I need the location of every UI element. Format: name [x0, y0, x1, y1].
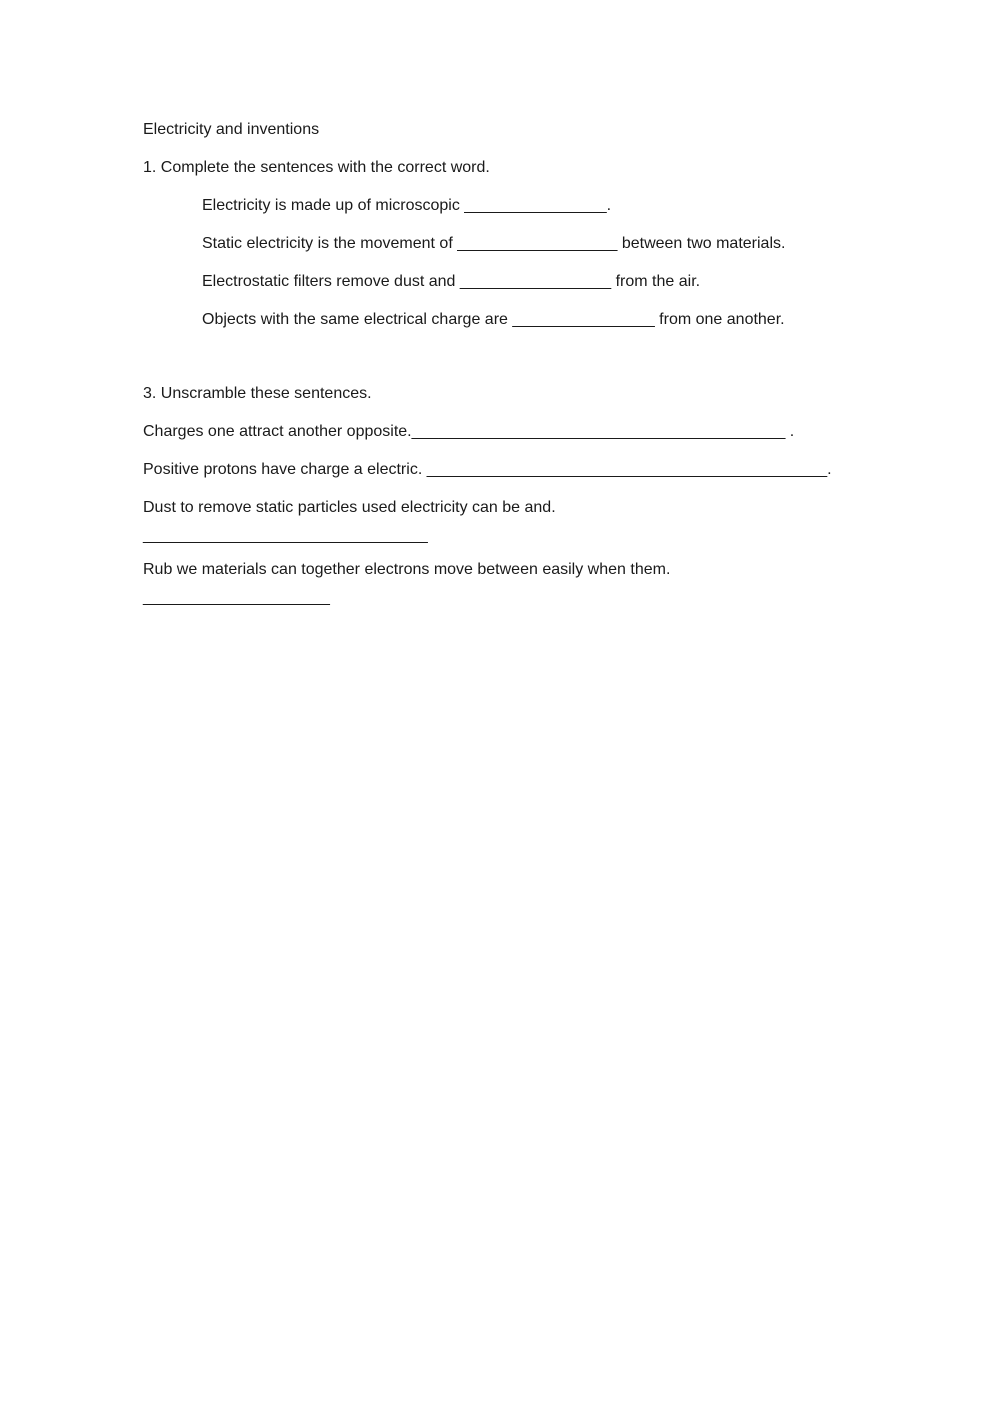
- fill-in-sentence: Electrostatic filters remove dust and _________________ from the air.: [202, 273, 701, 290]
- fill-in-sentence: Electricity is made up of microscopic ________________.: [202, 197, 612, 214]
- section-1-heading: 1. Complete the sentences with the correct word.: [143, 159, 490, 176]
- scrambled-sentence: Charges one attract another opposite.__________________________________________ .: [143, 423, 795, 440]
- answer-line: _____________________: [143, 589, 330, 606]
- fill-in-sentence: Static electricity is the movement of __________________ between two materials.: [202, 235, 786, 252]
- scrambled-sentence: Dust to remove static particles used electricity can be and.: [143, 499, 556, 516]
- section-3-heading: 3. Unscramble these sentences.: [143, 385, 372, 402]
- scrambled-sentence: Positive protons have charge a electric. _____________________________________________.: [143, 461, 832, 478]
- fill-in-sentence: Objects with the same electrical charge are ________________ from one another.: [202, 311, 785, 328]
- scrambled-sentence: Rub we materials can together electrons move between easily when them.: [143, 561, 671, 578]
- worksheet-title: Electricity and inventions: [143, 121, 320, 138]
- answer-line: ________________________________: [143, 527, 428, 544]
